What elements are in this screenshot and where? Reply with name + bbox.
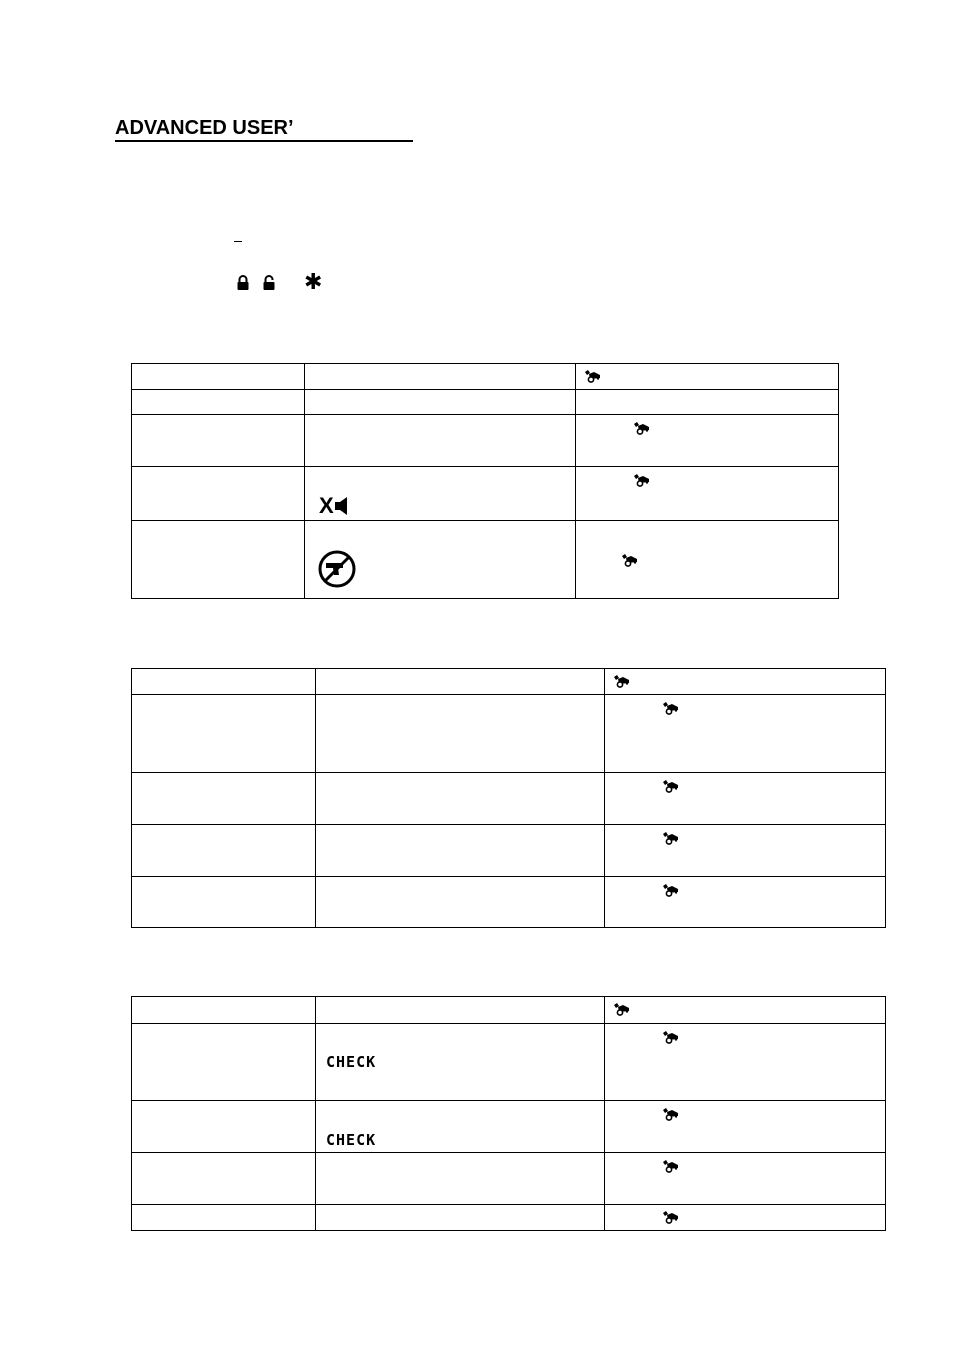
car-alarm-icon	[633, 473, 651, 487]
table-cell	[316, 877, 605, 928]
table-cell	[316, 1153, 605, 1205]
car-alarm-icon	[662, 883, 680, 897]
table-row	[132, 1153, 886, 1205]
table-cell	[605, 695, 886, 773]
car-alarm-icon	[613, 674, 631, 688]
table-row	[132, 877, 886, 928]
mute-x-glyph: X	[319, 493, 334, 518]
car-alarm-icon	[662, 1210, 680, 1224]
table-row	[132, 467, 839, 521]
table-cell	[316, 669, 605, 695]
car-alarm-icon	[621, 553, 639, 567]
table-cell	[605, 825, 886, 877]
car-alarm-icon	[613, 1002, 631, 1016]
table-cell	[305, 390, 576, 415]
car-alarm-icon	[633, 421, 651, 435]
table-cell	[305, 364, 576, 390]
table-cell	[132, 773, 316, 825]
table-cell	[576, 467, 839, 521]
table-cell	[316, 825, 605, 877]
table-row	[132, 415, 839, 467]
table-row	[132, 1205, 886, 1231]
table-cell	[605, 877, 886, 928]
table-row	[132, 1101, 886, 1153]
no-starter-icon	[317, 549, 357, 589]
asterisk-icon: ✱	[304, 269, 323, 294]
table-cell	[305, 521, 576, 599]
table-cell	[576, 415, 839, 467]
dash-mark	[234, 241, 242, 242]
car-alarm-icon	[584, 369, 602, 383]
table-cell	[605, 1205, 886, 1231]
table-3	[131, 996, 886, 1231]
check-indicator: CHECK	[326, 1131, 377, 1149]
table-cell	[605, 1153, 886, 1205]
table-cell	[132, 467, 305, 521]
table-row	[132, 825, 886, 877]
table-cell	[605, 1024, 886, 1101]
table-row	[132, 695, 886, 773]
table-cell	[316, 997, 605, 1024]
speaker-icon	[335, 497, 353, 515]
table-cell	[132, 1205, 316, 1231]
table-cell	[305, 467, 576, 521]
table-2	[131, 668, 886, 928]
table-cell	[605, 773, 886, 825]
car-alarm-icon	[662, 1159, 680, 1173]
table-cell	[576, 390, 839, 415]
table-cell	[316, 1024, 605, 1101]
car-alarm-icon	[662, 1107, 680, 1121]
table-cell	[316, 773, 605, 825]
car-alarm-icon	[662, 779, 680, 793]
table-cell	[132, 825, 316, 877]
table-cell	[605, 669, 886, 695]
table-cell	[316, 1205, 605, 1231]
car-alarm-icon	[662, 831, 680, 845]
table-cell	[316, 695, 605, 773]
table-cell	[132, 1153, 316, 1205]
table-cell	[576, 364, 839, 390]
car-alarm-icon	[662, 1030, 680, 1044]
table-cell	[132, 390, 305, 415]
table-1	[131, 363, 839, 599]
table-row	[132, 390, 839, 415]
table-cell	[132, 877, 316, 928]
table-row	[132, 521, 839, 599]
table-cell	[132, 521, 305, 599]
table-cell	[132, 415, 305, 467]
table-cell	[132, 1024, 316, 1101]
car-alarm-icon	[662, 701, 680, 715]
table-cell	[132, 997, 316, 1024]
table-cell	[132, 669, 316, 695]
table-cell	[132, 1101, 316, 1153]
table-row	[132, 364, 839, 390]
table-row	[132, 1024, 886, 1101]
table-row	[132, 773, 886, 825]
table-cell	[132, 695, 316, 773]
table-cell	[316, 1101, 605, 1153]
table-cell	[605, 1101, 886, 1153]
lock-closed-icon	[236, 275, 250, 291]
table-row	[132, 997, 886, 1024]
table-row	[132, 669, 886, 695]
table-cell	[576, 521, 839, 599]
table-cell	[305, 415, 576, 467]
page-heading: ADVANCED USER’	[115, 116, 413, 142]
check-indicator: CHECK	[326, 1053, 377, 1071]
table-cell	[132, 364, 305, 390]
lock-open-icon	[262, 275, 276, 291]
table-cell	[605, 997, 886, 1024]
